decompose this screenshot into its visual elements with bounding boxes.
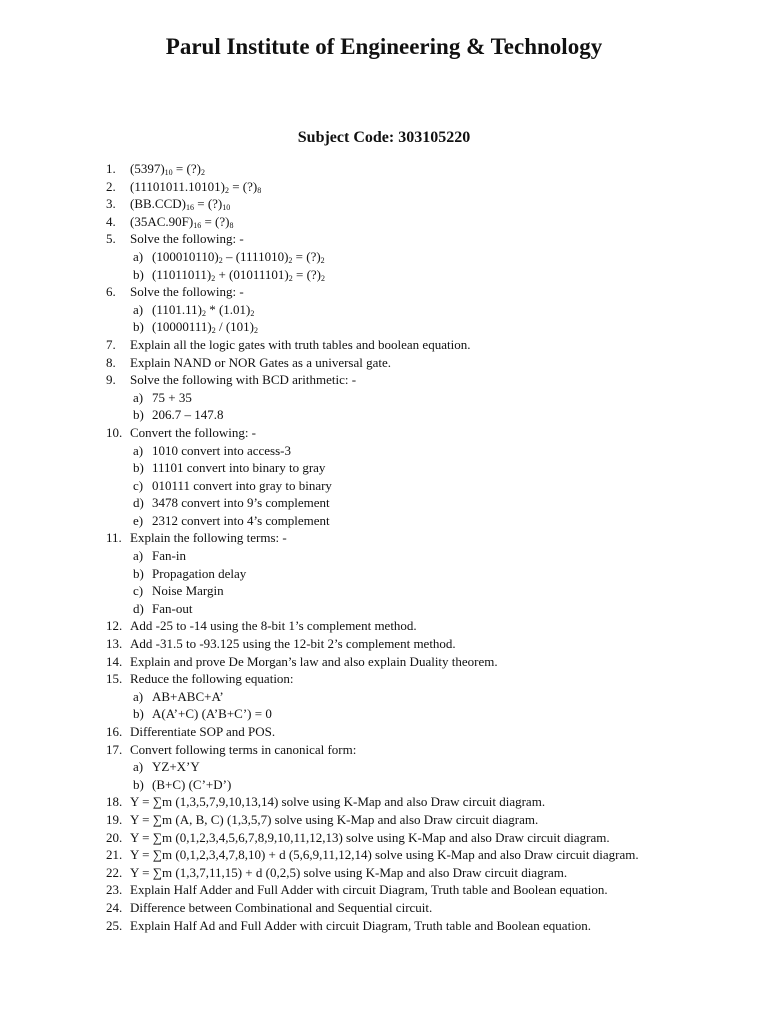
question-text: Convert the following: - (130, 424, 257, 440)
question-text: $(BB.CCD)_{16}$ = $(?)_{10}$ (130, 196, 231, 213)
sub-question-text: (B+C) (C’+D’) (152, 776, 232, 792)
question-number: 15. (106, 671, 123, 687)
sub-question-label: a) (133, 548, 144, 564)
sub-question-item (0, 776, 768, 794)
question-number: 6. (106, 284, 116, 300)
sub-question-text: 3478 convert into 9’s complement (152, 495, 330, 511)
question-item (0, 371, 768, 389)
question-item (0, 336, 768, 354)
question-number: 18. (106, 794, 123, 810)
question-number: 19. (106, 811, 123, 827)
sub-question-text: Fan-in (152, 548, 186, 564)
question-item (0, 195, 768, 213)
question-number: 11. (106, 530, 122, 546)
sub-question-text: 010111 convert into gray to binary (152, 477, 332, 493)
sub-question-label: b) (133, 706, 144, 722)
question-number: 3. (106, 196, 116, 212)
question-text: Y = ∑m (0,1,2,3,4,5,6,7,8,9,10,11,12,13) solve using K-Map and also Draw circuit diagram. (130, 829, 610, 845)
question-item (0, 230, 768, 248)
question-text: Explain the following terms: - (130, 530, 287, 546)
question-item (0, 881, 768, 899)
sub-question-label: c) (133, 477, 144, 493)
question-item (0, 160, 768, 178)
sub-question-item (0, 582, 768, 600)
sub-question-item (0, 266, 768, 284)
sub-question-label: b) (133, 776, 144, 792)
question-item (0, 653, 768, 671)
sub-question-item (0, 301, 768, 319)
sub-question-text: Propagation delay (152, 565, 247, 581)
question-text: Explain NAND or NOR Gates as a universal gate. (130, 354, 392, 370)
question-number: 17. (106, 741, 123, 757)
question-number: 24. (106, 899, 123, 915)
question-text: Differentiate SOP and POS. (130, 724, 276, 739)
question-text: Y = ∑m (1,3,5,7,9,10,13,14) solve using K-Map and also Draw circuit diagram. (130, 794, 546, 810)
sub-question-label: b) (133, 266, 144, 282)
sub-question-item (0, 494, 768, 512)
question-text: Solve the following: - (130, 284, 244, 300)
sub-question-text: 2312 convert into 4’s complement (152, 512, 330, 528)
sub-question-label: b) (133, 460, 144, 476)
sub-question-text: $(1101.11)_2 * (1.01)_2$ (152, 301, 255, 318)
sub-question-text: AB+ABC+A’ (152, 688, 224, 704)
question-item (0, 424, 768, 442)
sub-question-label: e) (133, 512, 144, 528)
sub-question-item (0, 512, 768, 530)
question-text: Y = ∑m (A, B, C) (1,3,5,7) solve using K-Map and also Draw circuit diagram. (130, 811, 539, 827)
question-item (0, 899, 768, 917)
sub-question-label: b) (133, 319, 144, 335)
question-number: 2. (106, 178, 116, 194)
question-text: Explain Half Adder and Full Adder with circuit Diagram, Truth table and Boolean equation. (130, 882, 608, 898)
question-item (0, 829, 768, 847)
question-item (0, 741, 768, 759)
sub-question-label: d) (133, 495, 144, 511)
question-number: 22. (106, 864, 123, 880)
question-text: Add -25 to -14 using the 8-bit 1’s complement method. (130, 618, 417, 634)
sub-question-item (0, 477, 768, 495)
question-item (0, 864, 768, 882)
question-item (0, 635, 768, 653)
sub-question-item (0, 406, 768, 424)
sub-question-label: a) (133, 389, 144, 405)
question-text: $(35AC.90F)_{16}$ = $(?)_8$ (130, 213, 234, 230)
question-item (0, 846, 768, 864)
sub-question-item (0, 442, 768, 460)
question-number: 20. (106, 829, 123, 845)
sub-question-text: $(10000111)_2 / (101)_2$ (152, 319, 258, 336)
sub-question-item (0, 565, 768, 583)
sub-question-item (0, 318, 768, 336)
question-text: Explain and prove De Morgan’s law and also explain Duality theorem. (130, 653, 498, 669)
question-text: $(5397)_{10}$ = $(?)_2$ (130, 161, 205, 177)
sub-question-label: b) (133, 565, 144, 581)
question-item (0, 670, 768, 688)
sub-question-label: a) (133, 248, 144, 264)
sub-question-text: A(A’+C) (A’B+C’) = 0 (152, 706, 272, 722)
question-number: 7. (106, 336, 116, 352)
sub-question-label: a) (133, 301, 144, 317)
question-number: 4. (106, 213, 116, 229)
question-list (0, 160, 768, 934)
question-item (0, 917, 768, 935)
sub-question-item (0, 758, 768, 776)
sub-question-text: $(11011011)_2 + (01011101)_2$ = $(?)_2$ (152, 266, 326, 283)
question-number: 8. (106, 354, 116, 370)
question-text: Y = ∑m (1,3,7,11,15) + d (0,2,5) solve using K-Map and also Draw circuit diagram. (130, 864, 568, 880)
question-text: Add -31.5 to -93.125 using the 12-bit 2’s complement method. (130, 636, 456, 652)
sub-question-item (0, 600, 768, 618)
sub-question-item (0, 248, 768, 266)
question-number: 10. (106, 424, 123, 440)
question-number: 13. (106, 636, 123, 652)
question-number: 5. (106, 231, 116, 247)
sub-question-label: b) (133, 407, 144, 423)
question-item (0, 811, 768, 829)
question-item (0, 213, 768, 231)
question-text: Solve the following: - (130, 231, 244, 247)
question-item (0, 529, 768, 547)
question-number: 25. (106, 917, 123, 933)
question-item (0, 178, 768, 196)
subject-code: Subject Code: 303105220 (297, 129, 471, 146)
sub-question-item (0, 705, 768, 723)
sub-question-text: 75 + 35 (152, 389, 192, 405)
question-item (0, 283, 768, 301)
question-number: 23. (106, 882, 123, 898)
sub-question-item (0, 688, 768, 706)
sub-question-text: YZ+X’Y (152, 759, 200, 775)
question-number: 21. (106, 847, 123, 863)
page-title: Parul Institute of Engineering & Technology (165, 34, 603, 59)
sub-question-text: 206.7 – 147.8 (152, 407, 224, 423)
question-number: 9. (106, 372, 116, 388)
question-number: 1. (106, 161, 116, 176)
sub-question-text: Fan-out (152, 600, 193, 616)
question-text: Y = ∑m (0,1,2,3,4,7,8,10) + d (5,6,9,11,12,14) solve using K-Map and also Draw circuit diagram. (130, 847, 639, 863)
sub-question-text: 1010 convert into access-3 (152, 442, 291, 458)
sub-question-item (0, 547, 768, 565)
question-item (0, 617, 768, 635)
sub-question-text: 11101 convert into binary to gray (152, 460, 326, 476)
question-item (0, 793, 768, 811)
question-number: 16. (106, 724, 123, 739)
question-text: Reduce the following equation: (130, 671, 294, 687)
question-item (0, 723, 768, 741)
sub-question-label: a) (133, 688, 144, 704)
question-text: $(11101011.10101)_2$ = $(?)_8$ (130, 178, 262, 195)
question-text: Solve the following with BCD arithmetic: - (130, 372, 357, 388)
sub-question-text: Noise Margin (152, 583, 224, 599)
sub-question-item (0, 459, 768, 477)
question-text: Explain Half Ad and Full Adder with circuit Diagram, Truth table and Boolean equation. (130, 917, 592, 933)
sub-question-item (0, 389, 768, 407)
sub-question-label: c) (133, 583, 144, 599)
sub-question-label: a) (133, 759, 144, 775)
question-number: 14. (106, 653, 123, 669)
sub-question-label: a) (133, 442, 144, 458)
sub-question-label: d) (133, 600, 144, 616)
question-text: Difference between Combinational and Sequential circuit. (130, 899, 433, 915)
question-item (0, 354, 768, 372)
sub-question-text: $(100010110)_2 - (1111010)_2$ = $(?)_2$ (152, 248, 325, 265)
question-text: Convert following terms in canonical form: (130, 741, 357, 757)
question-text: Explain all the logic gates with truth tables and boolean equation. (130, 336, 471, 352)
question-number: 12. (106, 618, 123, 634)
